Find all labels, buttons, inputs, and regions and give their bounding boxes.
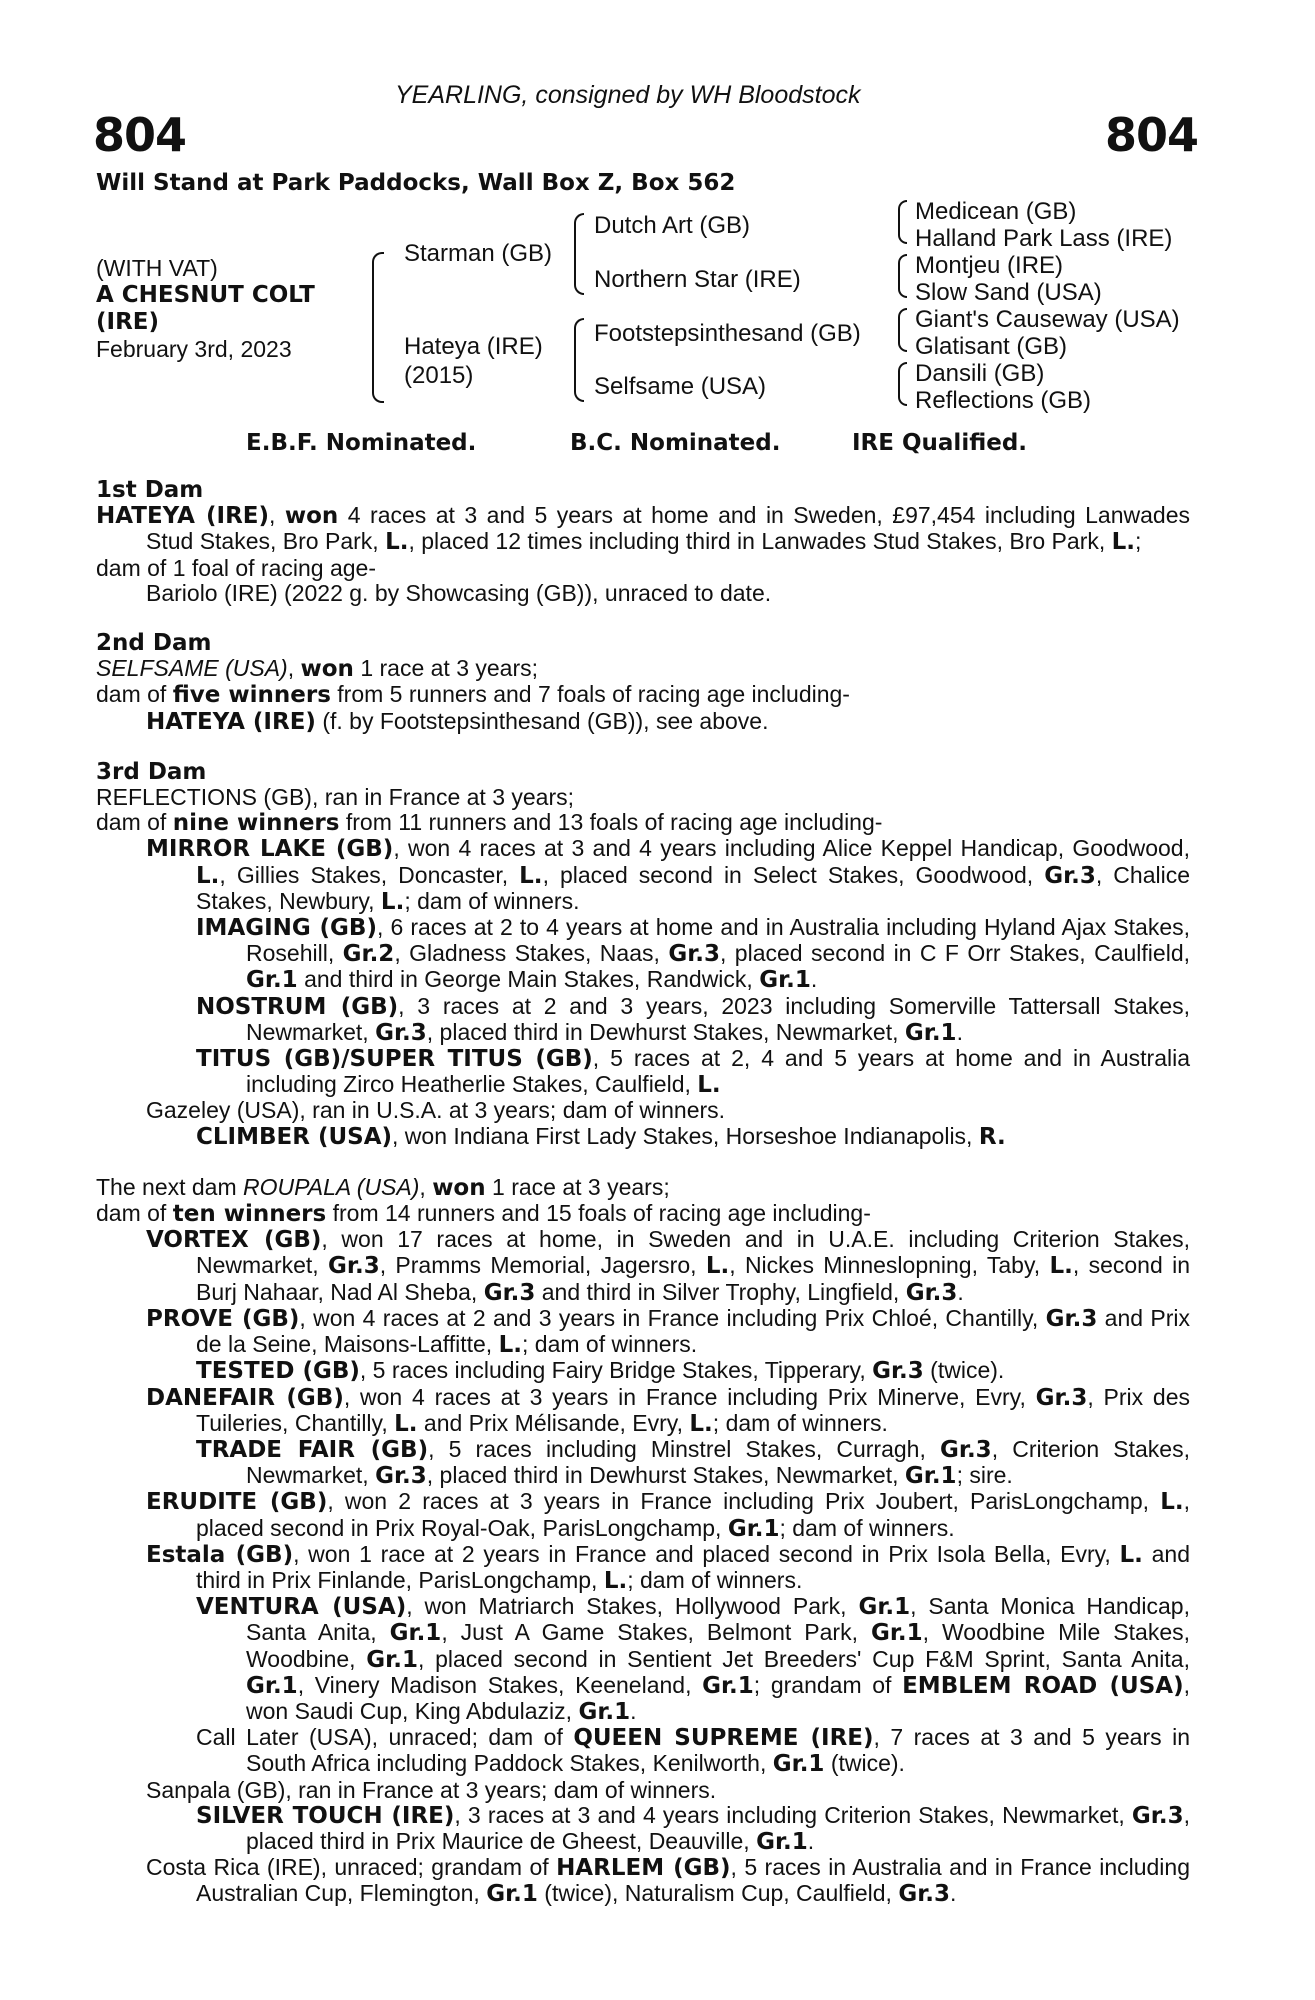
dam-sire: Footstepsinthesand (GB) (594, 320, 861, 347)
third-dam-heading: 3rd Dam (96, 758, 207, 785)
third-dam-grandfoal: CLIMBER (USA), won Indiana First Lady Stakes, Horseshoe Indianapolis, R. (196, 1122, 1006, 1150)
foaling-date: February 3rd, 2023 (96, 336, 292, 362)
first-dam-heading: 1st Dam (96, 477, 204, 503)
second-dam-entry: SELFSAME (USA), won 1 race at 3 years; (96, 655, 539, 683)
next-dam-foal: Costa Rica (IRE), unraced; grandam of HARLEM (GB), 5 races in Australia and in France including Australian Cup, Flemington, Gr.1 (twice), Naturalism Cup, Caulfield, Gr.3. (146, 1854, 1190, 1908)
grandparent-2: Halland Park Lass (IRE) (915, 225, 1173, 252)
ebf-nomination: E.B.F. Nominated. (246, 430, 477, 456)
next-dam-foal: Sanpala (GB), ran in France at 3 years; dam of winners. (146, 1776, 717, 1803)
first-dam-entry: HATEYA (IRE), won 4 races at 3 and 5 years at home and in Sweden, £97,454 including Lanwades Stud Stakes, Bro Park, L., placed 12 times including third in Lanwades Stud Stakes, Bro Park, L.; (96, 502, 1190, 556)
grandparent-4: Slow Sand (USA) (915, 279, 1102, 306)
dam-dam: Selfsame (USA) (594, 373, 767, 400)
third-dam-grandfoal: TITUS (GB)/SUPER TITUS (GB), 5 races at 2, 4 and 5 years at home and in Australia including Zirco Heatherlie Stakes, Caulfield, L. (196, 1045, 1191, 1099)
stand-location: Will Stand at Park Paddocks, Wall Box Z, Box 562 (96, 170, 736, 196)
consignor-heading: YEARLING, consigned by WH Bloodstock (395, 81, 861, 109)
grandparent-8: Reflections (GB) (915, 387, 1092, 414)
lot-number-left: 804 (93, 108, 187, 162)
second-dam-heading: 2nd Dam (96, 630, 212, 657)
third-dam-grandfoal: IMAGING (GB), 6 races at 2 to 4 years at home and in Australia including Hyland Ajax Stakes, Rosehill, Gr.2, Gladness Stakes, Naas, Gr.3, placed second in C F Orr Stakes, Caulfield, Gr.1 and third in George Main Stakes, Randwick, Gr.1. (196, 914, 1191, 994)
pedigree-brace-7 (898, 362, 907, 406)
sire-name: Starman (GB) (404, 240, 553, 267)
second-dam-produce: dam of five winners from 5 runners and 7 foals of racing age including- (96, 681, 850, 709)
dam-name: Hateya (IRE) (404, 333, 543, 360)
next-dam-grandfoal: Call Later (USA), unraced; dam of QUEEN SUPREME (IRE), 7 races at 3 and 5 years in South Africa including Paddock Stakes, Kenilworth, Gr.1 (twice). (196, 1724, 1190, 1778)
lot-number-right: 804 (1105, 108, 1199, 162)
grandparent-1: Medicean (GB) (915, 198, 1077, 225)
grandparent-6: Glatisant (GB) (915, 333, 1068, 360)
next-dam-produce: dam of ten winners from 14 runners and 15 foals of racing age including- (96, 1200, 871, 1228)
pedigree-brace-3 (574, 318, 584, 402)
pedigree-brace-2 (574, 213, 584, 295)
ire-qualification: IRE Qualified. (852, 430, 1028, 456)
next-dam-grandfoal: SILVER TOUCH (IRE), 3 races at 3 and 4 years including Criterion Stakes, Newmarket, Gr.3, placed third in Prix Maurice de Gheest, Deauville, Gr.1. (196, 1801, 1190, 1855)
third-dam-grandfoal: NOSTRUM (GB), 3 races at 2 and 3 years, 2023 including Somerville Tattersall Stakes, Newmarket, Gr.3, placed third in Dewhurst Stakes, Newmarket, Gr.1. (196, 992, 1190, 1046)
sire-dam: Northern Star (IRE) (594, 266, 801, 293)
next-dam-foal: PROVE (GB), won 4 races at 2 and 3 years in France including Prix Chloé, Chantilly, Gr.3 and Prix de la Seine, Maisons-Laffitte, L.; dam of winners. (146, 1304, 1190, 1359)
next-dam-grandfoal: TESTED (GB), 5 races including Fairy Bridge Stakes, Tipperary, Gr.3 (twice). (196, 1357, 1005, 1385)
third-dam-produce: dam of nine winners from 11 runners and 13 foals of racing age including- (96, 809, 883, 837)
pedigree-brace-4 (898, 200, 907, 244)
grandparent-3: Montjeu (IRE) (915, 252, 1064, 279)
pedigree-brace-1 (372, 252, 384, 403)
horse-identity (96, 255, 315, 363)
next-dam-foal: DANEFAIR (GB), won 4 races at 3 years in France including Prix Minerve, Evry, Gr.3, Prix des Tuileries, Chantilly, L. and Prix Mélisande, Evry, L.; dam of winners. (146, 1383, 1190, 1437)
second-dam-foal: HATEYA (IRE) (f. by Footstepsinthesand (GB)), see above. (146, 707, 769, 735)
third-dam-foal: Gazeley (USA), ran in U.S.A. at 3 years; dam of winners. (146, 1097, 726, 1124)
pedigree-brace-5 (898, 254, 907, 298)
next-dam-foal: Estala (GB), won 1 race at 2 years in France and placed second in Prix Isola Bella, Evry, L. and third in Prix Finlande, ParisLongchamp, L.; dam of winners. (146, 1540, 1191, 1594)
sire-sire: Dutch Art (GB) (594, 212, 751, 239)
grandparent-5: Giant's Causeway (USA) (915, 306, 1180, 333)
horse-name: A CHESNUT COLT (96, 282, 315, 308)
first-dam-produce: dam of 1 foal of racing age- (96, 554, 376, 581)
next-dam-grandfoal: TRADE FAIR (GB), 5 races including Minstrel Stakes, Curragh, Gr.3, Criterion Stakes, Newmarket, Gr.3, placed third in Dewhurst Stakes, Newmarket, Gr.1; sire. (196, 1435, 1190, 1490)
next-dam-grandfoal: VENTURA (USA), won Matriarch Stakes, Hollywood Park, Gr.1, Santa Monica Handicap, Santa Anita, Gr.1, Just A Game Stakes, Belmont Park, Gr.1, Woodbine Mile Stakes, Woodbine, Gr.1, placed second in Sentient Jet Breeders' Cup F&M Sprint, Santa Anita, Gr.1, Vinery Madison Stakes, Keeneland, Gr.1; grandam of EMBLEM ROAD (USA), won Saudi Cup, King Abdulaziz, Gr.1. (196, 1593, 1191, 1725)
vat-note: (WITH VAT) (96, 255, 218, 281)
grandparent-7: Dansili (GB) (915, 360, 1045, 387)
pedigree-brace-6 (898, 308, 907, 352)
first-dam-foal: Bariolo (IRE) (2022 g. by Showcasing (GB)), unraced to date. (146, 579, 772, 606)
next-dam-entry: The next dam ROUPALA (USA), won 1 race at 3 years; (96, 1173, 670, 1201)
third-dam-entry: REFLECTIONS (GB), ran in France at 3 years; (96, 784, 575, 811)
bc-nomination: B.C. Nominated. (570, 430, 781, 456)
horse-origin: (IRE) (96, 309, 160, 335)
dam-year: (2015) (404, 362, 474, 389)
third-dam-foal: MIRROR LAKE (GB), won 4 races at 3 and 4 years including Alice Keppel Handicap, Goodwood, L., Gillies Stakes, Doncaster, L., placed second in Select Stakes, Goodwood, Gr.3, Chalice Stakes, Newbury, L.; dam of winners. (146, 835, 1191, 915)
catalogue-body (96, 478, 1190, 1908)
next-dam-foal: VORTEX (GB), won 17 races at home, in Sweden and in U.A.E. including Criterion Stakes, Newmarket, Gr.3, Pramms Memorial, Jagersro, L., Nickes Minneslopning, Taby, L., second in Burj Nahaar, Nad Al Sheba, Gr.3 and third in Silver Trophy, Lingfield, Gr.3. (146, 1226, 1190, 1306)
next-dam-foal: ERUDITE (GB), won 2 races at 3 years in France including Prix Joubert, ParisLongchamp, L., placed second in Prix Royal-Oak, ParisLongchamp, Gr.1; dam of winners. (146, 1488, 1190, 1542)
